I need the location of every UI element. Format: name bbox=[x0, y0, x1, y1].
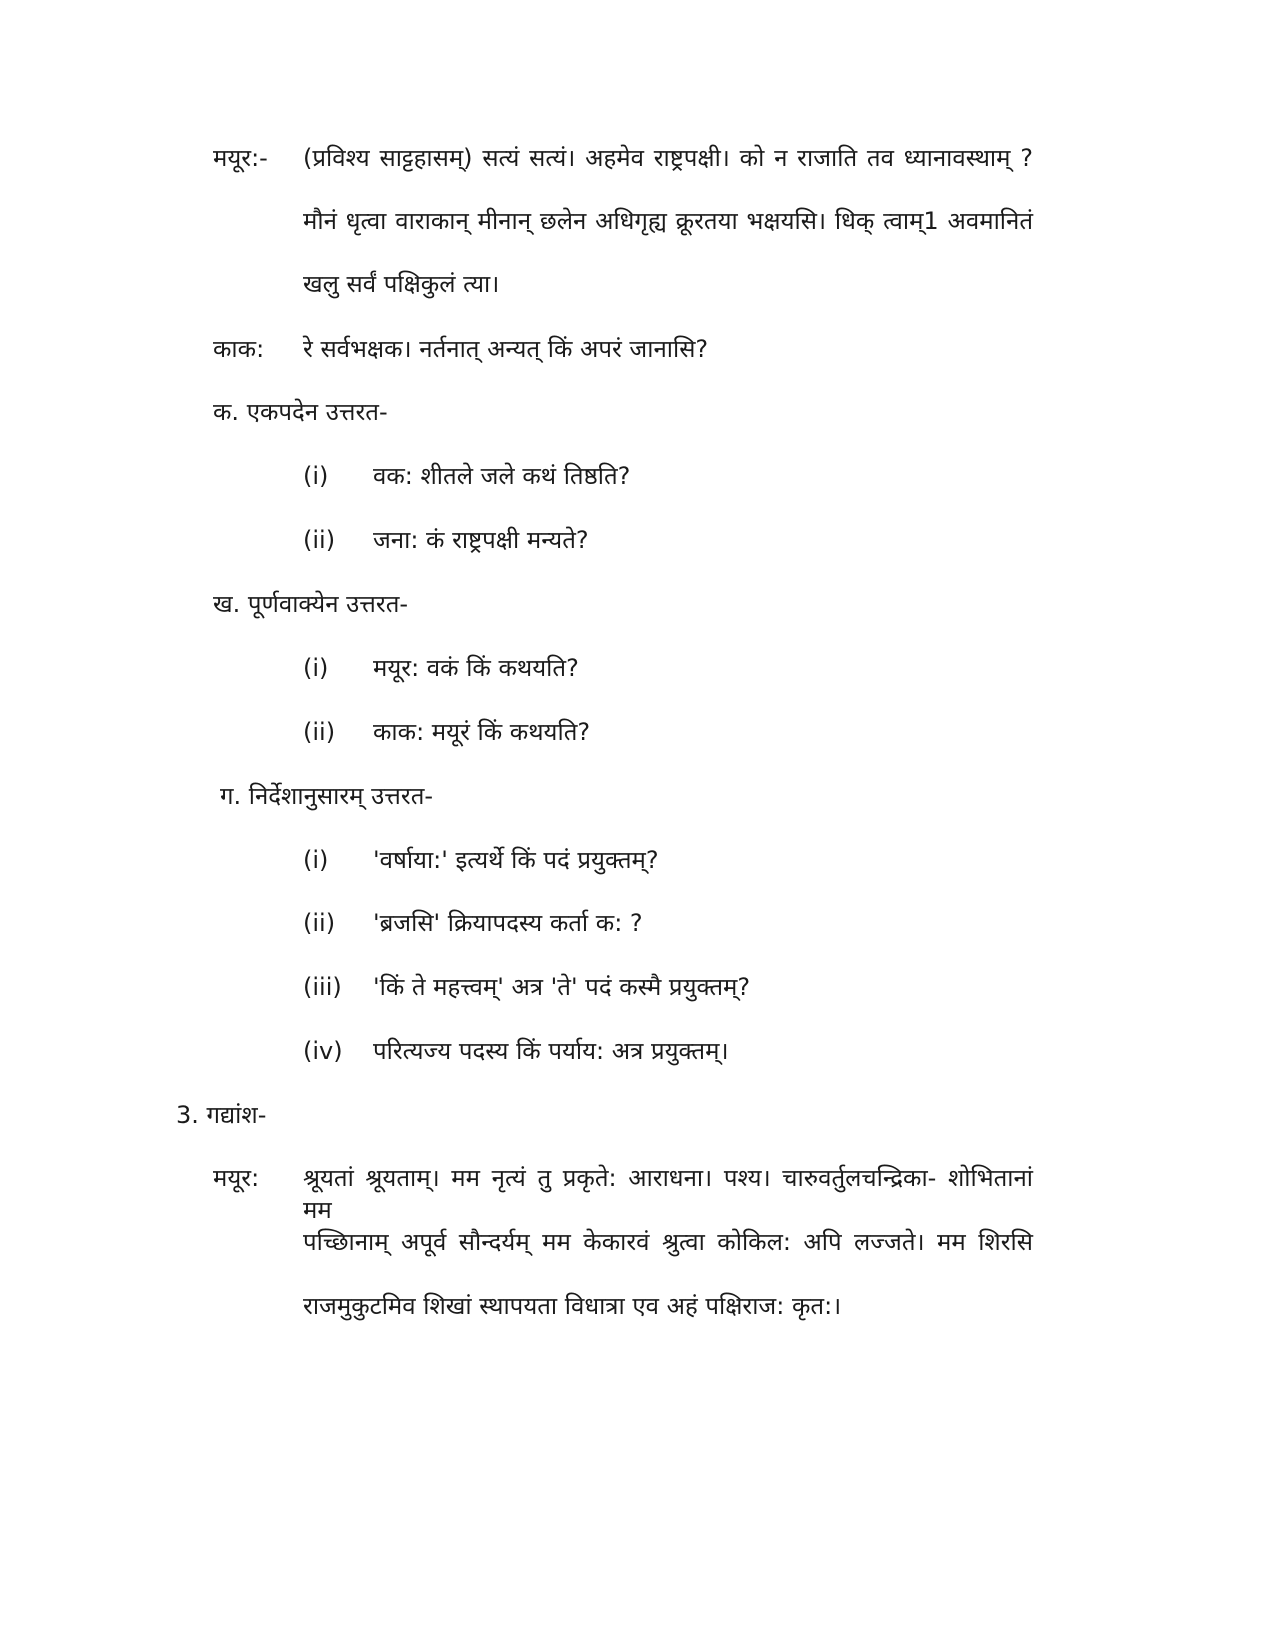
section-heading: ख. पूर्णवाक्येन उत्तरत- bbox=[213, 590, 409, 618]
section-heading: क. एकपदेन उत्तरत- bbox=[213, 398, 388, 426]
question-number: (i) bbox=[303, 462, 329, 490]
passage-line: राजमुकुटमिव शिखां स्थापयता विधात्रा एव अहं पक्षिराज: कृत:। bbox=[303, 1292, 842, 1320]
question-text: 'ब्रजसि' क्रियापदस्य कर्ता क: ? bbox=[373, 909, 643, 937]
question-number: (ii) bbox=[303, 526, 336, 554]
question-number: (iii) bbox=[303, 973, 342, 1001]
question-text: 'किं ते महत्त्वम्' अत्र 'ते' पदं कस्मै प्रयुक्तम्? bbox=[373, 973, 751, 1001]
passage-heading: 3. गद्यांश- bbox=[176, 1101, 267, 1129]
passage-line: पच्छिानाम् अपूर्व सौन्दर्यम् मम केकारवं श्रुत्वा कोकिल: अपि लज्जते। मम शिरसि bbox=[303, 1228, 1033, 1256]
question-text: परित्यज्य पदस्य किं पर्याय: अत्र प्रयुक्तम्। bbox=[373, 1037, 729, 1065]
question-number: (ii) bbox=[303, 909, 336, 937]
question-text: 'वर्षाया:' इत्यर्थे किं पदं प्रयुक्तम्? bbox=[373, 846, 659, 874]
speaker-label-crow: काक: bbox=[213, 335, 265, 363]
passage-line: श्रूयतां श्रूयताम्। मम नृत्यं तु प्रकृते: आराधना। पश्य। चारुवर्तुलचन्द्रिका- शोभितानां मम bbox=[303, 1164, 1033, 1224]
dialogue-line: रे सर्वभक्षक। नर्तनात् अन्यत् किं अपरं जानासि? bbox=[303, 335, 709, 363]
section-heading: ग. निर्देशानुसारम् उत्तरत- bbox=[220, 782, 434, 810]
dialogue-line: खलु सर्वं पक्षिकुलं त्या। bbox=[303, 270, 500, 298]
question-text: जना: कं राष्ट्रपक्षी मन्यते? bbox=[373, 526, 589, 554]
question-number: (i) bbox=[303, 846, 329, 874]
question-number: (i) bbox=[303, 654, 329, 682]
question-number: (iv) bbox=[303, 1037, 343, 1065]
question-number: (ii) bbox=[303, 718, 336, 746]
question-text: काक: मयूरं किं कथयति? bbox=[373, 718, 591, 746]
question-text: वक: शीतले जले कथं तिष्ठति? bbox=[373, 462, 631, 490]
dialogue-line: मौनं धृत्वा वाराकान् मीनान् छलेन अधिगृह्य क्रूरतया भक्षयसि। धिक् त्वाम्1 अवमानितं bbox=[303, 207, 1033, 235]
speaker-label-peacock: मयूर:- bbox=[213, 144, 268, 172]
question-text: मयूर: वकं किं कथयति? bbox=[373, 654, 579, 682]
dialogue-line: (प्रविश्य साट्टहासम्) सत्यं सत्यं। अहमेव राष्ट्रपक्षी। को न राजाति तव ध्यानावस्थाम् ? bbox=[303, 144, 1033, 172]
speaker-label-peacock: मयूर: bbox=[213, 1164, 260, 1192]
